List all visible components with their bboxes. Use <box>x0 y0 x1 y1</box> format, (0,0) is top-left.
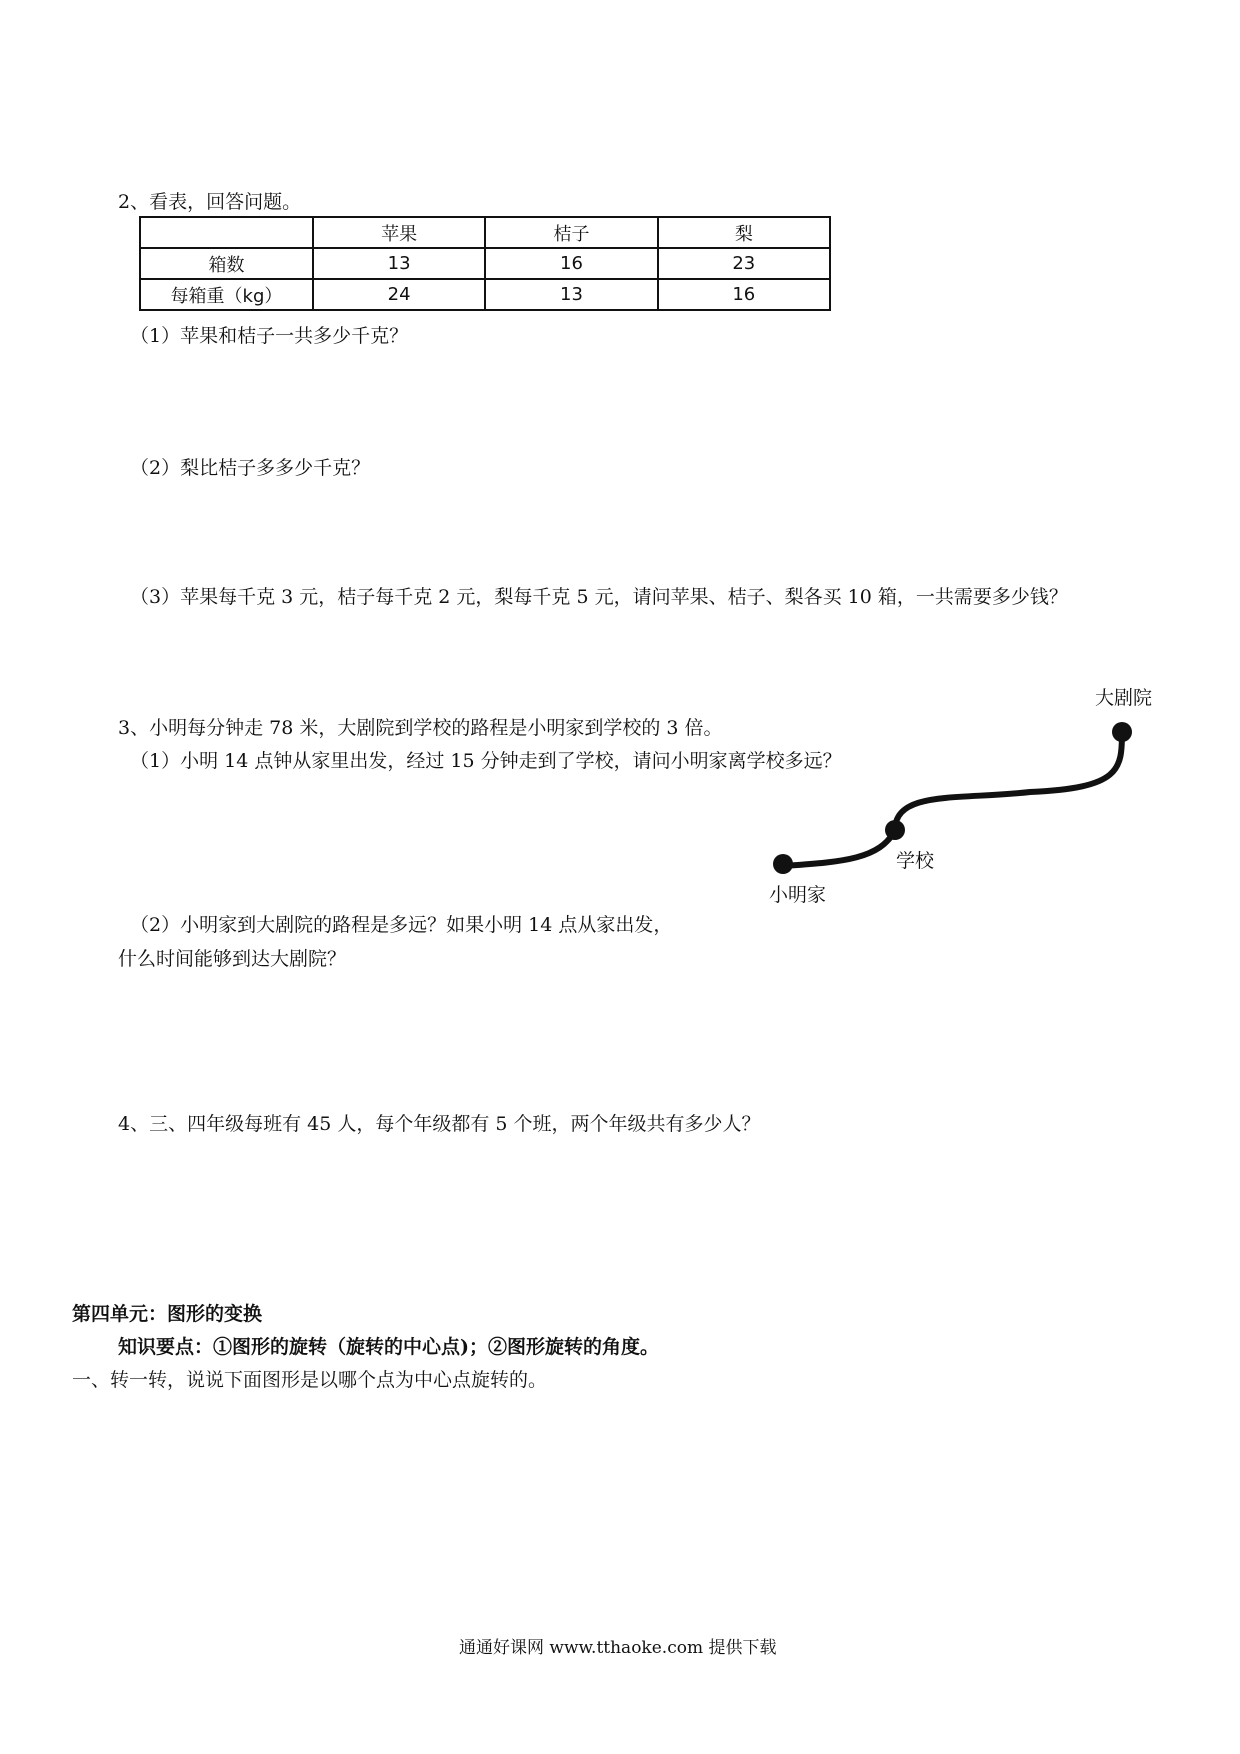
q2-sub2: （2）梨比桔子多多少千克？ <box>130 457 371 479</box>
table-cell: 23 <box>658 248 830 279</box>
theater-dot <box>1112 722 1132 742</box>
home-label: 小明家 <box>769 884 827 906</box>
q2-title: 2、看表，回答问题。 <box>118 191 302 213</box>
table-cell: 苹果 <box>313 217 485 248</box>
table-cell: 箱数 <box>140 248 313 279</box>
footer-text: 通通好课网 www.tthaoke.com 提供下载 <box>459 1638 777 1658</box>
school-dot <box>885 820 905 840</box>
table-cell: 16 <box>485 248 657 279</box>
theater-label: 大剧院 <box>1095 687 1153 709</box>
q3-sub1: （1）小明 14 点钟从家里出发，经过 15 分钟走到了学校，请问小明家离学校多远？ <box>130 750 842 772</box>
q4-text: 4、三、四年级每班有 45 人，每个年级都有 5 个班，两个年级共有多少人？ <box>118 1113 761 1135</box>
table-cell: 梨 <box>658 217 830 248</box>
table-cell: 13 <box>485 279 657 310</box>
table-cell: 每箱重（kg） <box>140 279 313 310</box>
school-label: 学校 <box>896 850 935 872</box>
q3-title: 3、小明每分钟走 78 米，大剧院到学校的路程是小明家到学校的 3 倍。 <box>118 717 723 739</box>
unit4-heading: 第四单元：图形的变换 <box>72 1303 263 1325</box>
q2-sub1: （1）苹果和桔子一共多少千克？ <box>130 325 409 347</box>
q2-sub3: （3）苹果每千克 3 元，桔子每千克 2 元，梨每千克 5 元，请问苹果、桔子、梨各买 10 箱，一共需要多少钱？ <box>130 586 1068 608</box>
table-cell: 桔子 <box>485 217 657 248</box>
q3-sub2-line1: （2）小明家到大剧院的路程是多远？如果小明 14 点从家出发， <box>130 914 673 936</box>
route-path <box>783 732 1122 866</box>
home-dot <box>773 854 793 874</box>
table-cell: 16 <box>658 279 830 310</box>
table-cell: 24 <box>313 279 485 310</box>
q3-sub2-line2: 什么时间能够到达大剧院？ <box>118 948 347 970</box>
table-cell: 13 <box>313 248 485 279</box>
unit4-task1: 一、转一转，说说下面图形是以哪个点为中心点旋转的。 <box>72 1369 548 1391</box>
unit4-key-points: 知识要点：①图形的旋转（旋转的中心点)；②图形旋转的角度。 <box>118 1336 659 1358</box>
